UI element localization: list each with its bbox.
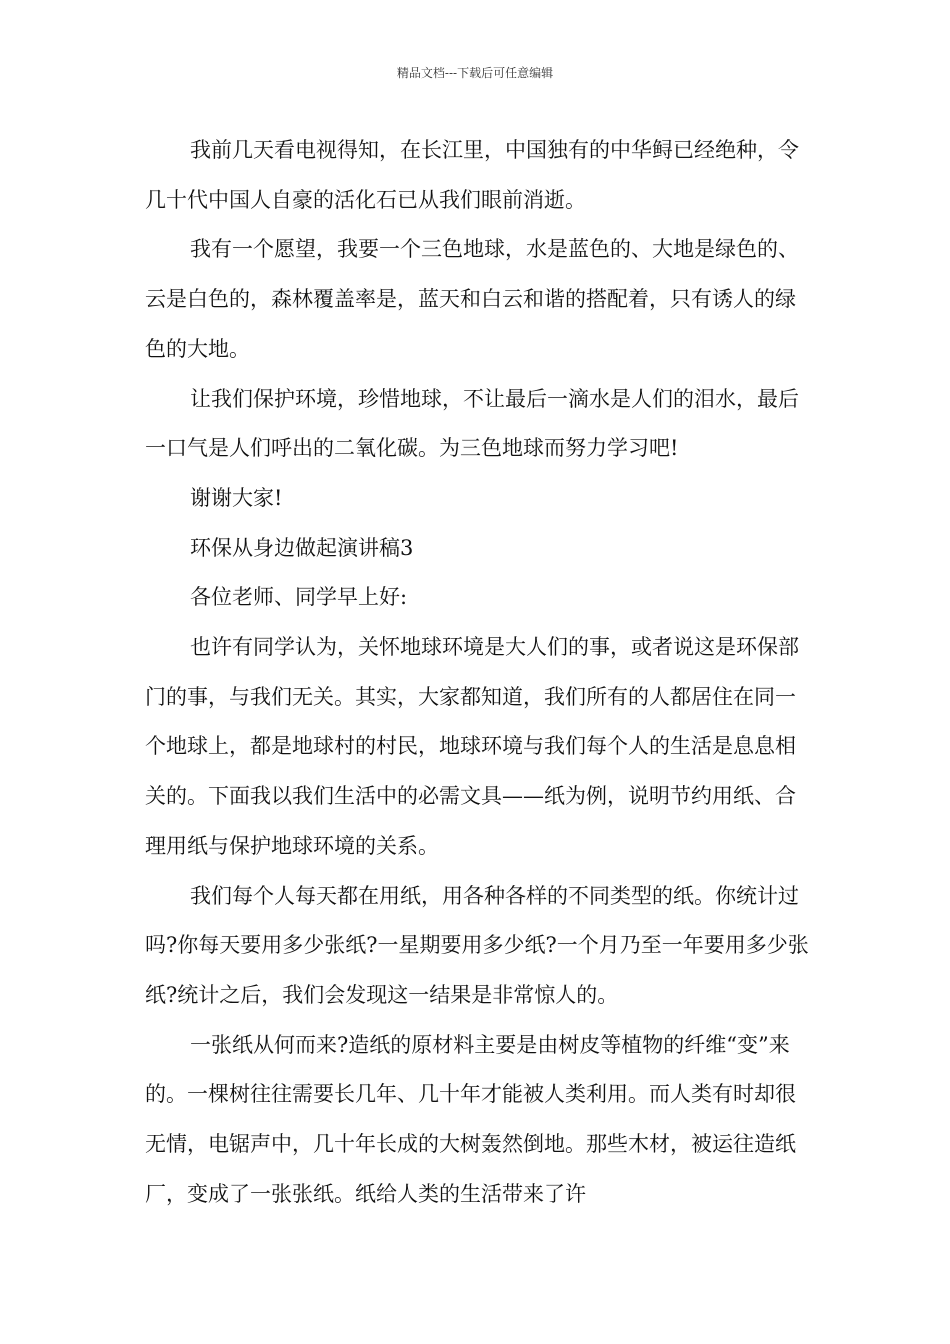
paragraph: 一张纸从何而来?造纸的原材料主要是由树皮等植物的纤维“变”来的。一棵树往往需要长几年、几十年才能被人类利用。而人类有时却很无情，电锯声中，几十年长成的大树轰然倒地。那些木材，被运往造纸厂，变成了一张张纸。纸给人类的生活带来了许	[145, 1032, 796, 1206]
closing-thanks: 谢谢大家!	[190, 485, 283, 510]
document-body	[145, 126, 815, 1219]
greeting: 各位老师、同学早上好:	[190, 585, 408, 610]
paragraph: 我前几天看电视得知，在长江里，中国独有的中华鲟已经绝种，令几十代中国人自豪的活化石已从我们眼前消逝。	[145, 138, 799, 212]
paragraph: 我有一个愿望，我要一个三色地球，水是蓝色的、大地是绿色的、云是白色的，森林覆盖率是，蓝天和白云和谐的搭配着，只有诱人的绿色的大地。	[145, 237, 799, 361]
page-header: 精品文档---下载后可任意编辑	[396, 66, 554, 80]
paragraph: 也许有同学认为，关怀地球环境是大人们的事，或者说这是环保部门的事，与我们无关。其实，大家都知道，我们所有的人都居住在同一个地球上，都是地球村的村民，地球环境与我们每个人的生活是息息相关的。下面我以我们生活中的必需文具——纸为例，说明节约用纸、合理用纸与保护地球环境的关系。	[145, 635, 799, 858]
paragraph: 我们每个人每天都在用纸，用各种各样的不同类型的纸。你统计过吗?你每天要用多少张纸?一星期要用多少纸?一个月乃至一年要用多少张纸?统计之后，我们会发现这一结果是非常惊人的。	[145, 883, 809, 1007]
paragraph: 让我们保护环境，珍惜地球，不让最后一滴水是人们的泪水，最后一口气是人们呼出的二氧化碳。为三色地球而努力学习吧!	[145, 386, 799, 461]
speech-title: 环保从身边做起演讲稿3	[190, 535, 414, 560]
